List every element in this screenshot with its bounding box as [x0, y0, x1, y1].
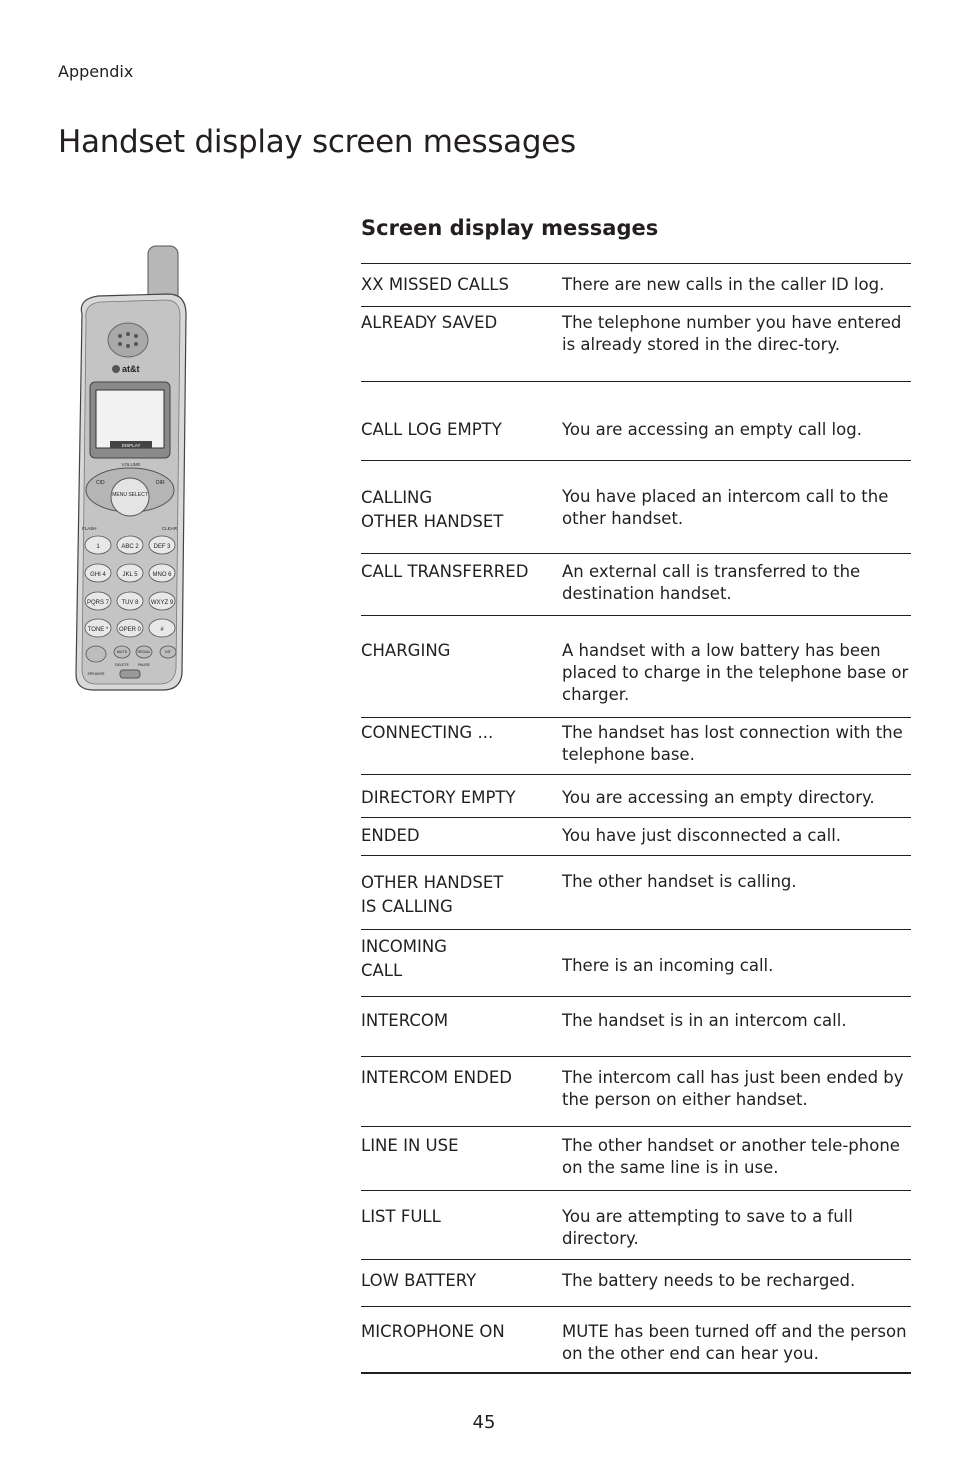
table-row [361, 1190, 911, 1259]
message-description: You have just disconnected a call. [562, 826, 842, 845]
svg-text:MUTE: MUTE [116, 650, 128, 654]
message-description: You have placed an intercom call to the other handset. [562, 487, 889, 528]
message-code: ENDED [361, 826, 420, 845]
message-code: INTERCOM [361, 1011, 449, 1030]
table-row [361, 615, 911, 717]
message-code: CALL LOG EMPTY [361, 420, 502, 439]
svg-text:CLEAR: CLEAR [162, 526, 178, 531]
table-row [361, 774, 911, 817]
message-description: The battery needs to be recharged. [562, 1271, 856, 1290]
message-code: INTERCOM ENDED [361, 1068, 512, 1087]
message-code: CALLING OTHER HANDSET [361, 488, 504, 531]
mic-grille [120, 670, 140, 678]
svg-text:TONE *: TONE * [87, 627, 109, 633]
screen-messages-table [361, 263, 911, 1374]
message-description: An external call is transferred to the destination handset. [562, 562, 861, 603]
handset-illustration [68, 244, 198, 694]
svg-text:SPEAKER: SPEAKER [87, 672, 105, 676]
message-description: There are new calls in the caller ID log. [562, 275, 885, 294]
svg-text:1: 1 [96, 544, 100, 550]
message-description: The handset is in an intercom call. [562, 1011, 847, 1030]
table-row [361, 460, 911, 553]
table-row [361, 1056, 911, 1126]
table-row [361, 929, 911, 996]
page-title: Handset display screen messages [58, 124, 576, 160]
table-row [361, 263, 911, 306]
svg-text:PAUSE: PAUSE [138, 663, 150, 667]
message-code: CONNECTING ... [361, 723, 494, 742]
message-description: A handset with a low battery has been placed to charge in the telephone base or charger. [562, 641, 909, 704]
message-code: LIST FULL [361, 1207, 441, 1226]
message-description: You are accessing an empty directory. [562, 788, 875, 807]
brand-logo: at&t [122, 364, 140, 374]
message-code: CALL TRANSFERRED [361, 562, 529, 581]
message-code: XX MISSED CALLS [361, 275, 509, 294]
message-description: The other handset or another tele-phone on the same line is in use. [562, 1136, 900, 1177]
message-description: You are accessing an empty call log. [562, 420, 862, 439]
svg-text:FLASH: FLASH [82, 526, 97, 531]
message-code: MICROPHONE ON [361, 1322, 505, 1341]
message-code: DIRECTORY EMPTY [361, 788, 516, 807]
svg-text:MENU SELECT: MENU SELECT [112, 492, 148, 498]
message-description: MUTE has been turned off and the person on the other end can hear you. [562, 1322, 907, 1363]
table-row [361, 306, 911, 381]
svg-text:GHI 4: GHI 4 [90, 572, 106, 578]
svg-text:VOLUME: VOLUME [121, 462, 141, 467]
message-description: The other handset is calling. [562, 872, 797, 891]
section-label: Appendix [58, 62, 134, 81]
message-description: The handset has lost connection with the telephone base. [562, 723, 903, 764]
message-code: INCOMING CALL [361, 937, 447, 980]
table-row [361, 553, 911, 615]
table-heading: Screen display messages [361, 216, 659, 240]
message-description: The intercom call has just been ended by the person on either handset. [562, 1068, 904, 1109]
svg-text:WXYZ 9: WXYZ 9 [150, 600, 174, 606]
table-row [361, 381, 911, 460]
table-row [361, 996, 911, 1056]
svg-text:DEF 3: DEF 3 [153, 544, 171, 550]
message-description: The telephone number you have entered is already stored in the direc-tory. [562, 313, 902, 354]
svg-text:PQRS 7: PQRS 7 [86, 600, 110, 606]
message-code: CHARGING [361, 641, 451, 660]
svg-text:DISPLAY: DISPLAY [121, 443, 141, 448]
svg-text:#: # [160, 627, 164, 633]
message-code: ALREADY SAVED [361, 313, 498, 332]
svg-text:TUV 8: TUV 8 [121, 600, 139, 606]
message-code: OTHER HANDSET IS CALLING [361, 873, 504, 916]
table-row [361, 1259, 911, 1306]
svg-text:MNO 6: MNO 6 [152, 572, 172, 578]
table-row [361, 717, 911, 774]
page-number: 45 [472, 1412, 496, 1433]
message-description: There is an incoming call. [562, 956, 774, 975]
svg-text:JKL 5: JKL 5 [122, 572, 138, 578]
message-code: LINE IN USE [361, 1136, 459, 1155]
svg-text:ABC 2: ABC 2 [121, 544, 139, 550]
svg-text:REDIAL: REDIAL [137, 650, 151, 654]
message-code: LOW BATTERY [361, 1271, 477, 1290]
svg-text:INT: INT [165, 650, 171, 654]
svg-text:DIR: DIR [156, 480, 165, 486]
svg-text:OPER 0: OPER 0 [118, 627, 142, 633]
table-row [361, 855, 911, 929]
table-row [361, 1306, 911, 1374]
table-row [361, 817, 911, 855]
table-row [361, 1126, 911, 1190]
message-description: You are attempting to save to a full directory. [562, 1207, 853, 1248]
svg-text:DELETE: DELETE [115, 663, 129, 667]
display-screen [96, 390, 164, 448]
earpiece [108, 323, 148, 357]
svg-text:CID: CID [96, 480, 105, 486]
